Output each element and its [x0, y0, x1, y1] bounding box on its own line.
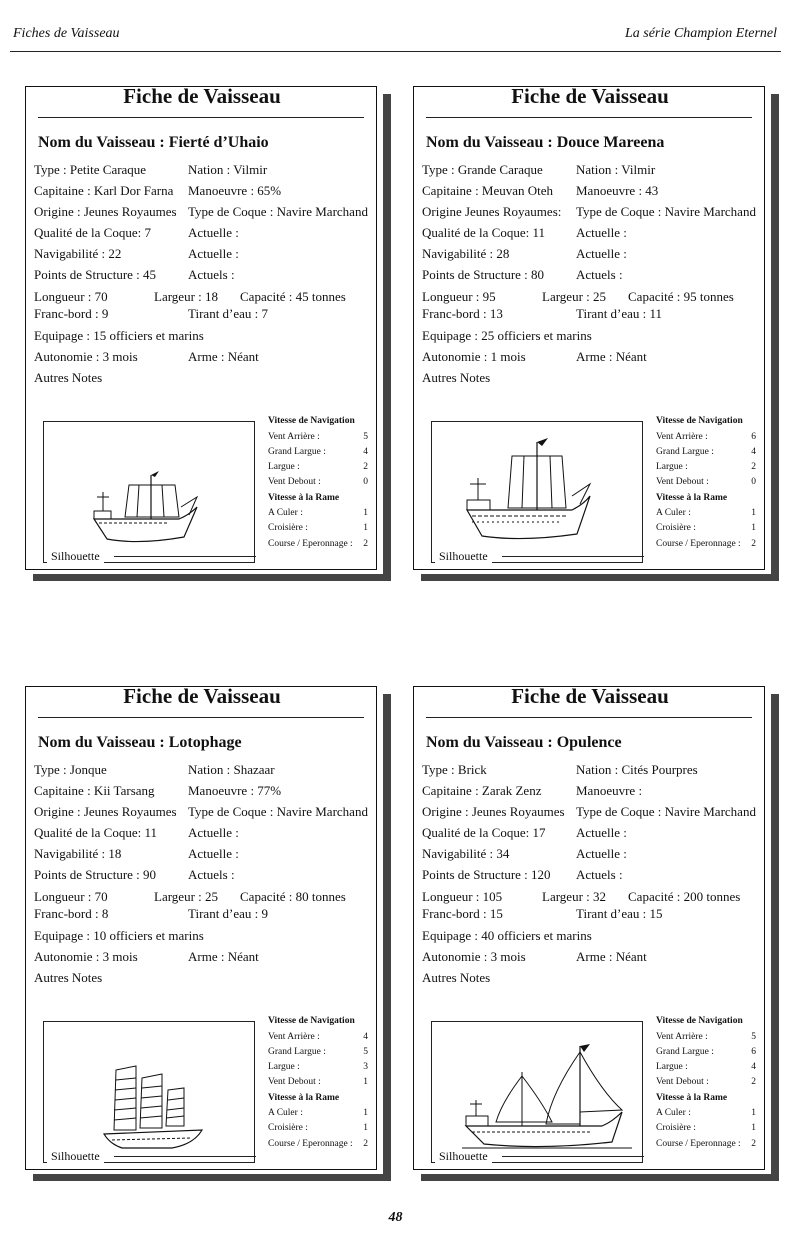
silhouette-box [43, 1021, 255, 1163]
draught: Tirant d’eau : 9 [188, 906, 269, 921]
speed-value: 4 [363, 1032, 368, 1042]
title-rule [426, 717, 752, 718]
rowing-label: Course / Eperonnage : [656, 1139, 741, 1149]
ship-captain: Capitaine : Kii Tarsang [34, 783, 155, 798]
card-shadow [33, 574, 391, 581]
sailing-speed-title: Vitesse de Navigation [656, 416, 743, 426]
speed-label: Vent Arrière : [268, 1032, 320, 1042]
rowing-value: 1 [751, 1108, 756, 1118]
ship-nation: Nation : Vilmir [576, 162, 656, 177]
speed-value: 5 [363, 432, 368, 442]
card-shadow [421, 574, 779, 581]
ship-beam: Largeur : 18 [154, 289, 219, 304]
running-header-left: Fiches de Vaisseau [13, 26, 120, 41]
structure-current: Actuels : [576, 867, 623, 882]
speed-label: Vent Debout : [656, 1077, 709, 1087]
speed-label: Grand Largue : [268, 1047, 326, 1057]
seaworthiness: Navigabilité : 34 [422, 846, 510, 861]
draught: Tirant d’eau : 7 [188, 306, 269, 321]
ship-name: Nom du Vaisseau : Opulence [426, 734, 622, 751]
card-frame [413, 686, 765, 1170]
structure-current: Actuels : [188, 867, 235, 882]
speed-value: 0 [751, 477, 756, 487]
structure-current: Actuels : [188, 267, 235, 282]
rowing-value: 1 [363, 1123, 368, 1133]
ship-manoeuvre: Manoeuvre : [576, 783, 643, 798]
rowing-value: 2 [363, 1139, 368, 1149]
speed-value: 4 [751, 447, 756, 457]
card-frame [25, 686, 377, 1170]
card-title: Fiche de Vaisseau [511, 84, 669, 108]
rowing-label: A Culer : [656, 508, 691, 518]
structure-current: Actuels : [576, 267, 623, 282]
title-rule [38, 717, 364, 718]
autonomy: Autonomie : 3 mois [34, 349, 138, 364]
ship-hull-type: Type de Coque : Navire Marchand [576, 804, 756, 819]
ship-nation: Nation : Cités Pourpres [576, 762, 698, 777]
speed-value: 4 [363, 447, 368, 457]
hull-quality: Qualité de la Coque: 11 [422, 225, 545, 240]
rowing-value: 1 [751, 508, 756, 518]
ship-type: Type : Grande Caraque [422, 162, 543, 177]
hull-quality-current: Actuelle : [188, 225, 239, 240]
crew: Equipage : 10 officiers et marins [34, 928, 204, 943]
ship-card [25, 686, 381, 1174]
rowing-value: 1 [751, 523, 756, 533]
sailing-speed-title: Vitesse de Navigation [268, 1016, 355, 1026]
ship-length: Longueur : 105 [422, 889, 503, 904]
card-shadow [421, 1174, 779, 1181]
hull-quality: Qualité de la Coque: 17 [422, 825, 546, 840]
card-shadow [771, 94, 779, 581]
draught: Tirant d’eau : 15 [576, 906, 663, 921]
autonomy: Autonomie : 1 mois [422, 349, 526, 364]
hull-quality-current: Actuelle : [576, 225, 627, 240]
running-header-right: La série Champion Eternel [624, 26, 777, 41]
speed-label: Largue : [268, 1062, 300, 1072]
speed-value: 4 [751, 1062, 756, 1072]
card-title: Fiche de Vaisseau [123, 684, 281, 708]
card-shadow [33, 1174, 391, 1181]
ship-hull-type: Type de Coque : Navire Marchand [576, 204, 756, 219]
seaworthiness-current: Actuelle : [188, 846, 239, 861]
structure-points: Points de Structure : 90 [34, 867, 157, 882]
speed-value: 5 [751, 1032, 756, 1042]
ship-capacity: Capacité : 200 tonnes [628, 889, 741, 904]
structure-points: Points de Structure : 45 [34, 267, 157, 282]
sailing-speed-title: Vitesse de Navigation [656, 1016, 743, 1026]
rowing-label: Croisière : [268, 1123, 308, 1133]
seaworthiness: Navigabilité : 22 [34, 246, 122, 261]
structure-points: Points de Structure : 80 [422, 267, 545, 282]
ship-origin: Origine : Jeunes Royaumes [422, 804, 565, 819]
hull-quality: Qualité de la Coque: 11 [34, 825, 157, 840]
hull-quality-current: Actuelle : [188, 825, 239, 840]
structure-points: Points de Structure : 120 [422, 867, 551, 882]
card-frame [413, 86, 765, 570]
carrack-ship-icon [89, 467, 199, 552]
ship-type: Type : Petite Caraque [34, 162, 147, 177]
silhouette-rule [502, 556, 644, 557]
seaworthiness: Navigabilité : 28 [422, 246, 510, 261]
silhouette-rule [114, 556, 256, 557]
speed-value: 1 [363, 1077, 368, 1087]
ship-capacity: Capacité : 45 tonnes [240, 289, 346, 304]
speed-label: Largue : [268, 462, 300, 472]
freeboard: Franc-bord : 15 [422, 906, 503, 921]
draught: Tirant d’eau : 11 [576, 306, 663, 321]
silhouette-label: Silhouette [47, 1149, 104, 1164]
ship-card [413, 86, 769, 574]
ship-manoeuvre: Manoeuvre : 65% [188, 183, 282, 198]
weapon: Arme : Néant [576, 349, 647, 364]
rowing-speed-title: Vitesse à la Rame [268, 493, 340, 503]
autonomy: Autonomie : 3 mois [34, 949, 138, 964]
ship-hull-type: Type de Coque : Navire Marchand [188, 204, 368, 219]
ship-name: Nom du Vaisseau : Lotophage [38, 734, 242, 751]
speed-value: 2 [751, 462, 756, 472]
silhouette-label: Silhouette [435, 1149, 492, 1164]
card-title: Fiche de Vaisseau [511, 684, 669, 708]
ship-beam: Largeur : 25 [542, 289, 607, 304]
ship-type: Type : Brick [422, 762, 487, 777]
rowing-label: A Culer : [268, 508, 303, 518]
seaworthiness-current: Actuelle : [188, 246, 239, 261]
ship-beam: Largeur : 25 [154, 889, 219, 904]
carrack-ship-icon [462, 438, 592, 548]
freeboard: Franc-bord : 13 [422, 306, 503, 321]
other-notes: Autres Notes [422, 970, 491, 985]
speed-label: Largue : [656, 462, 688, 472]
ship-name: Nom du Vaisseau : Fierté d’Uhaio [38, 134, 269, 151]
rowing-speed-title: Vitesse à la Rame [656, 1093, 728, 1103]
rowing-value: 1 [363, 508, 368, 518]
seaworthiness: Navigabilité : 18 [34, 846, 122, 861]
crew: Equipage : 40 officiers et marins [422, 928, 592, 943]
silhouette-rule [114, 1156, 256, 1157]
ship-capacity: Capacité : 95 tonnes [628, 289, 734, 304]
speed-value: 5 [363, 1047, 368, 1057]
rowing-label: A Culer : [656, 1108, 691, 1118]
brig-ship-icon [462, 1042, 632, 1152]
ship-length: Longueur : 70 [34, 289, 108, 304]
speed-label: Grand Largue : [656, 1047, 714, 1057]
page-number: 48 [388, 1210, 403, 1225]
card-shadow [383, 94, 391, 581]
seaworthiness-current: Actuelle : [576, 846, 627, 861]
other-notes: Autres Notes [422, 370, 491, 385]
rowing-speed-title: Vitesse à la Rame [656, 493, 728, 503]
ship-length: Longueur : 95 [422, 289, 496, 304]
card-shadow [383, 694, 391, 1181]
speed-label: Largue : [656, 1062, 688, 1072]
crew: Equipage : 25 officiers et marins [422, 328, 592, 343]
junk-ship-icon [102, 1060, 212, 1155]
rowing-value: 2 [751, 539, 756, 549]
speed-label: Vent Arrière : [656, 432, 708, 442]
ship-type: Type : Jonque [34, 762, 107, 777]
speed-value: 0 [363, 477, 368, 487]
rowing-value: 2 [363, 539, 368, 549]
speed-label: Grand Largue : [268, 447, 326, 457]
rowing-label: Course / Eperonnage : [656, 539, 741, 549]
speed-label: Vent Debout : [268, 477, 321, 487]
rowing-label: Course / Eperonnage : [268, 1139, 353, 1149]
rowing-value: 1 [363, 523, 368, 533]
rowing-value: 1 [363, 1108, 368, 1118]
crew: Equipage : 15 officiers et marins [34, 328, 204, 343]
ship-captain: Capitaine : Karl Dor Farna [34, 183, 174, 198]
title-rule [426, 117, 752, 118]
ship-manoeuvre: Manoeuvre : 77% [188, 783, 282, 798]
title-rule [38, 117, 364, 118]
speed-value: 3 [363, 1062, 368, 1072]
ship-manoeuvre: Manoeuvre : 43 [576, 183, 659, 198]
silhouette-rule [502, 1156, 644, 1157]
ship-nation: Nation : Vilmir [188, 162, 268, 177]
weapon: Arme : Néant [188, 949, 259, 964]
hull-quality-current: Actuelle : [576, 825, 627, 840]
seaworthiness-current: Actuelle : [576, 246, 627, 261]
speed-value: 2 [363, 462, 368, 472]
ship-origin: Origine Jeunes Royaumes: [422, 204, 562, 219]
ship-name: Nom du Vaisseau : Douce Mareena [426, 134, 665, 151]
ship-beam: Largeur : 32 [542, 889, 607, 904]
other-notes: Autres Notes [34, 370, 103, 385]
speed-value: 2 [751, 1077, 756, 1087]
rowing-speed-title: Vitesse à la Rame [268, 1093, 340, 1103]
rowing-label: Course / Eperonnage : [268, 539, 353, 549]
rowing-value: 2 [751, 1139, 756, 1149]
weapon: Arme : Néant [576, 949, 647, 964]
freeboard: Franc-bord : 9 [34, 306, 109, 321]
ship-origin: Origine : Jeunes Royaumes [34, 204, 177, 219]
silhouette-box [431, 421, 643, 563]
card-frame [25, 86, 377, 570]
rowing-value: 1 [751, 1123, 756, 1133]
other-notes: Autres Notes [34, 970, 103, 985]
rowing-label: A Culer : [268, 1108, 303, 1118]
silhouette-box [43, 421, 255, 563]
header-rule [10, 51, 781, 52]
rowing-label: Croisière : [656, 523, 696, 533]
ship-origin: Origine : Jeunes Royaumes [34, 804, 177, 819]
speed-label: Grand Largue : [656, 447, 714, 457]
card-shadow [771, 694, 779, 1181]
ship-captain: Capitaine : Meuvan Oteh [422, 183, 554, 198]
ship-length: Longueur : 70 [34, 889, 108, 904]
rowing-label: Croisière : [656, 1123, 696, 1133]
ship-card [25, 86, 381, 574]
rowing-label: Croisière : [268, 523, 308, 533]
silhouette-label: Silhouette [435, 549, 492, 564]
sailing-speed-title: Vitesse de Navigation [268, 416, 355, 426]
ship-capacity: Capacité : 80 tonnes [240, 889, 346, 904]
silhouette-label: Silhouette [47, 549, 104, 564]
ship-captain: Capitaine : Zarak Zenz [422, 783, 542, 798]
speed-label: Vent Debout : [656, 477, 709, 487]
ship-card [413, 686, 769, 1174]
ship-hull-type: Type de Coque : Navire Marchand [188, 804, 368, 819]
speed-value: 6 [751, 1047, 756, 1057]
card-title: Fiche de Vaisseau [123, 84, 281, 108]
autonomy: Autonomie : 3 mois [422, 949, 526, 964]
ship-nation: Nation : Shazaar [188, 762, 275, 777]
weapon: Arme : Néant [188, 349, 259, 364]
speed-value: 6 [751, 432, 756, 442]
speed-label: Vent Arrière : [656, 1032, 708, 1042]
silhouette-box [431, 1021, 643, 1163]
hull-quality: Qualité de la Coque: 7 [34, 225, 151, 240]
speed-label: Vent Arrière : [268, 432, 320, 442]
freeboard: Franc-bord : 8 [34, 906, 109, 921]
speed-label: Vent Debout : [268, 1077, 321, 1087]
